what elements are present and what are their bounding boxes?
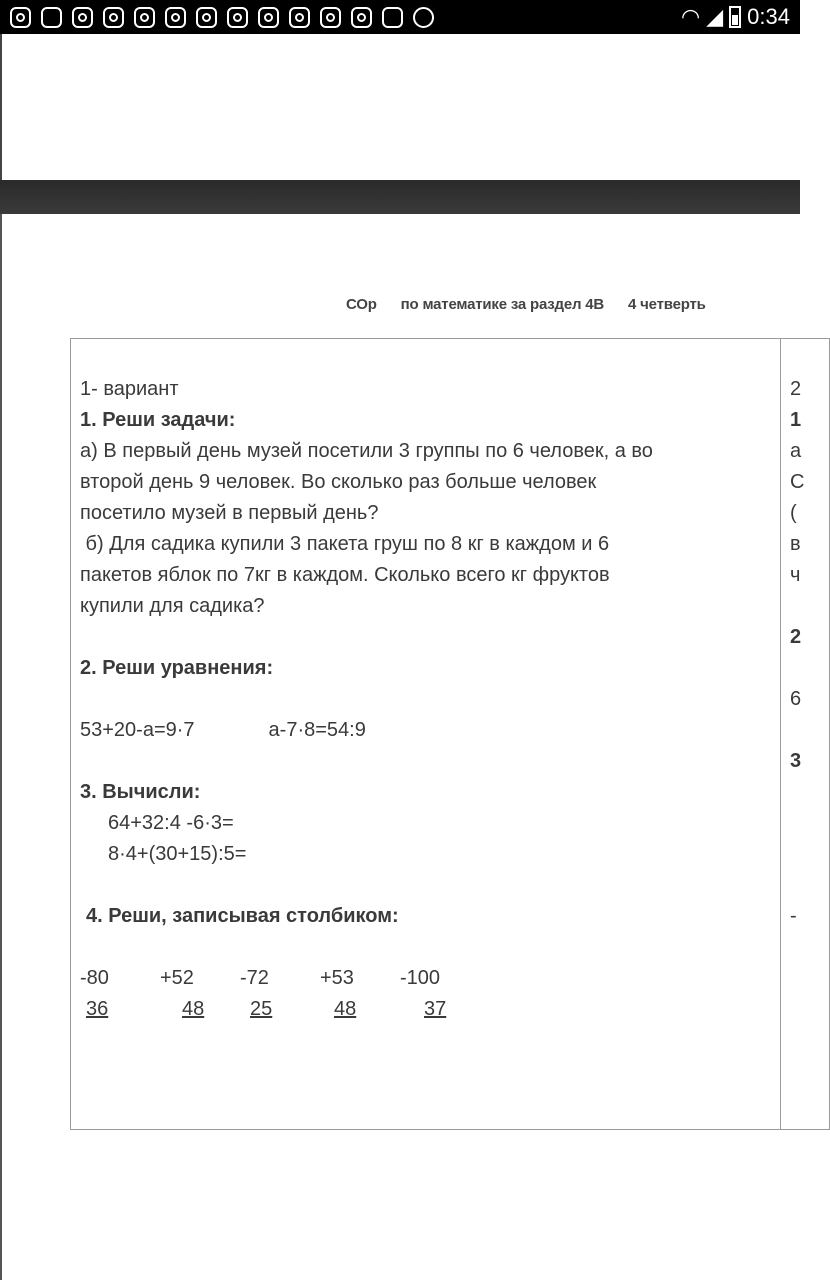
instagram-icon [320, 7, 341, 28]
fragment [790, 839, 804, 870]
instagram-icon [165, 7, 186, 28]
variant-title: 1- вариант [80, 378, 179, 400]
system-tray [681, 4, 790, 30]
instagram-icon [196, 7, 217, 28]
table-divider [780, 338, 781, 1130]
instagram-icon [10, 7, 31, 28]
document-header [346, 296, 726, 313]
fragment [790, 591, 804, 622]
column-op: +53 [320, 967, 354, 989]
column-ops-row [80, 963, 780, 994]
header-part3: 4 четверть [628, 296, 706, 313]
column-operand: 37 [424, 998, 447, 1020]
status-bar [0, 0, 800, 34]
notification-icons [10, 7, 434, 28]
variant-2-column-fragment [790, 374, 804, 932]
task1-b-line: купили для садика? [80, 595, 265, 617]
equations-row [80, 715, 780, 746]
instagram-icon [258, 7, 279, 28]
battery-icon [729, 6, 741, 28]
column-op: -72 [240, 967, 269, 989]
fragment [790, 808, 804, 839]
task2-title: 2. Реши уравнения: [80, 657, 274, 679]
wifi-icon: ◠ [681, 4, 701, 29]
fragment: 2 [790, 378, 802, 400]
fragment: ч [790, 564, 801, 586]
equation: а-7·8=54:9 [268, 719, 366, 741]
calendar-icon [382, 7, 403, 28]
instagram-icon [289, 7, 310, 28]
task1-b-line: пакетов яблок по 7кг в каждом. Сколько всего кг фруктов [80, 564, 610, 586]
gallery-icon [41, 7, 62, 28]
viewer-toolbar-band [0, 180, 800, 214]
fragment: 2 [790, 626, 802, 648]
header-part2: по математике за раздел 4В [400, 296, 605, 313]
fragment: - [790, 905, 797, 927]
task1-a-line: а) В первый день музей посетили 3 группы по 6 человек, а во [80, 440, 653, 462]
fragment [790, 777, 804, 808]
column-operand: 48 [182, 998, 205, 1020]
variant-1-column [80, 374, 780, 1025]
fragment [790, 870, 804, 901]
fragment: 3 [790, 750, 802, 772]
fragment: в [790, 533, 801, 555]
signal-icon: ◢ [706, 4, 724, 29]
column-operands-row [80, 994, 780, 1025]
task1-a-line: второй день 9 человек. Во сколько раз больше человек [80, 471, 597, 493]
clock: 0:34 [747, 4, 790, 29]
column-operand: 25 [250, 998, 273, 1020]
task4-title: 4. Реши, записывая столбиком: [86, 905, 399, 927]
settings-badge-icon [413, 7, 434, 28]
column-op: +52 [160, 967, 194, 989]
column-operand: 48 [334, 998, 357, 1020]
equation: 53+20-а=9·7 [80, 719, 195, 741]
task1-b-line: б) Для садика купили 3 пакета груш по 8 кг в каждом и 6 [80, 533, 610, 555]
fragment [790, 653, 804, 684]
instagram-icon [227, 7, 248, 28]
expression: 8·4+(30+15):5= [108, 843, 247, 865]
fragment: 1 [790, 409, 802, 431]
column-op: -80 [80, 967, 109, 989]
instagram-icon [72, 7, 93, 28]
instagram-icon [351, 7, 372, 28]
instagram-icon [134, 7, 155, 28]
fragment: 6 [790, 688, 802, 710]
task3-title: 3. Вычисли: [80, 781, 201, 803]
fragment: С [790, 471, 805, 493]
column-op: -100 [400, 967, 441, 989]
column-operand: 36 [86, 998, 109, 1020]
fragment [790, 715, 804, 746]
instagram-icon [103, 7, 124, 28]
expression: 64+32:4 -6·3= [108, 812, 234, 834]
fragment: а [790, 440, 802, 462]
header-part1: СОр [346, 296, 377, 313]
task1-title: 1. Реши задачи: [80, 409, 236, 431]
fragment: ( [790, 502, 797, 524]
task1-a-line: посетило музей в первый день? [80, 502, 379, 524]
app-top-area [0, 34, 800, 180]
